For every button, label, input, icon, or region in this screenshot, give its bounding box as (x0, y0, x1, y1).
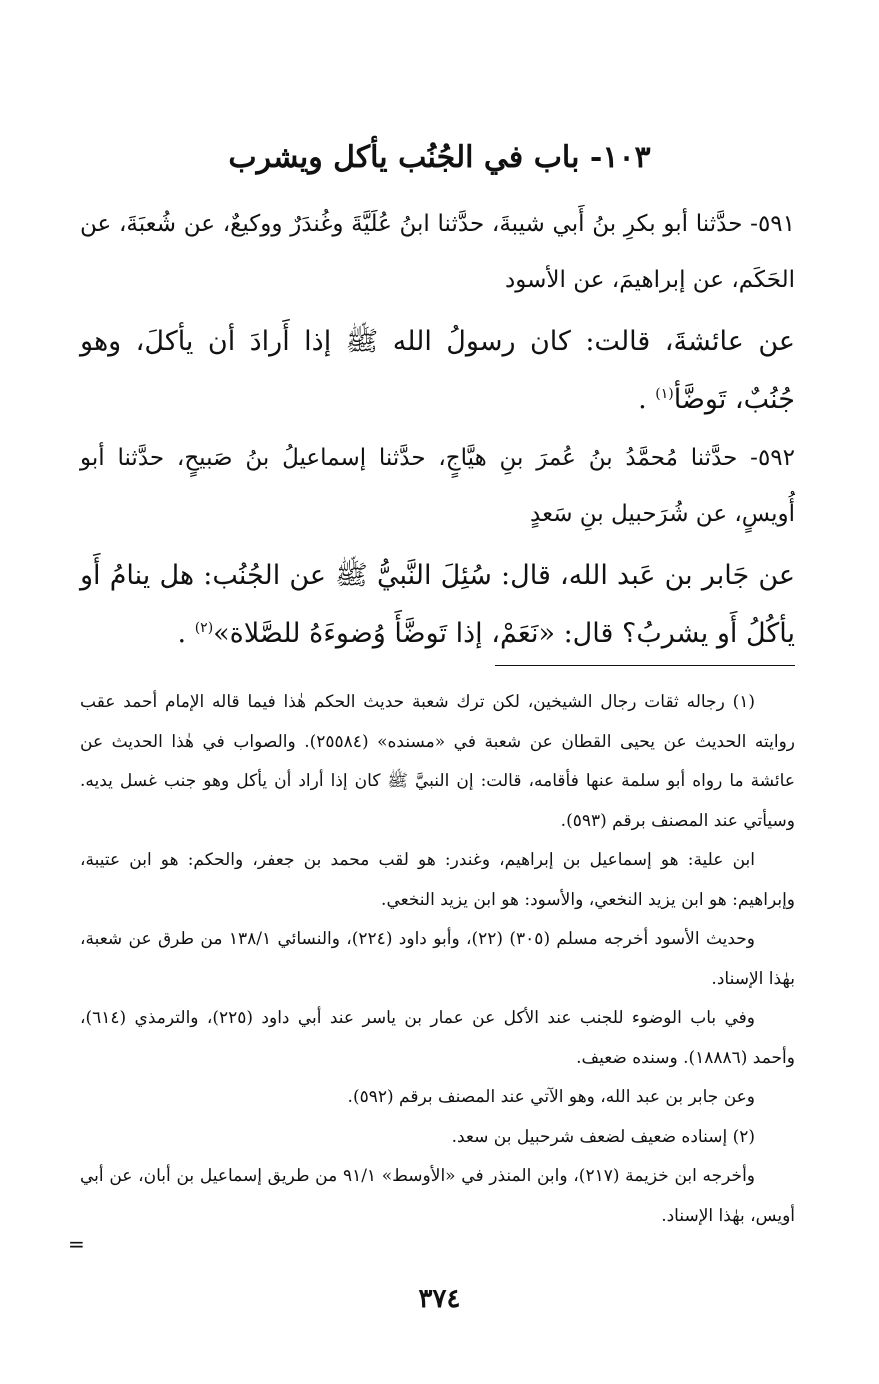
hadith-591-isnad: ٥٩١- حدَّثنا أبو بكرِ بنُ أَبي شيبةَ، حدَّثنا ابنُ عُلَيَّةَ وغُندَرٌ ووكيعٌ، عن شُعبَةَ، عن الحَكَم، عن إبراهيمَ، عن الأسود (80, 211, 795, 293)
hadith-592-matn-text: عن جَابر بن عَبد الله، قال: سُئِلَ النَّبيُّ ﷺ عن الجُنُب: هل ينامُ أَو يأكُلُ أَو يشربُ؟ قال: «نَعَمْ، إذا تَوضَّأَ وُضوءَهُ للصَّلاة» (80, 560, 795, 649)
footnotes-section (80, 683, 795, 1236)
footnote-2-text: (٢) إسناده ضعيف لضعف شرحبيل بن سعد. (451, 1126, 755, 1147)
footnote-1-bab: وفي باب الوضوء للجنب عند الأكل عن عمار بن ياسر عند أبي داود (٢٢٥)، والترمذي (٦١٤)، وأحمد (١٨٨٨٦). وسنده ضعيف. (80, 1008, 795, 1068)
footnote-1-narrators: ابن علية: هو إسماعيل بن إبراهيم، وغندر: هو لقب محمد بن جعفر، والحكم: هو ابن عتيبة، وإبراهيم: هو ابن يزيد النخعي، والأسود: هو ابن يزيد النخعي. (80, 850, 795, 910)
chapter-title: ١٠٣- باب في الجُنُب يأكل ويشرب (228, 140, 651, 175)
footnote-ref-1[interactable]: (١) (655, 386, 674, 402)
footnote-1-takhrij: وحديث الأسود أخرجه مسلم (٣٠٥) (٢٢)، وأبو داود (٢٢٤)، والنسائي ١٣٨/١ من طرق عن شعبة، بهٰذا الإسناد. (80, 929, 795, 989)
hadith-592-matn (80, 547, 795, 663)
continuation-mark: = (68, 1232, 85, 1256)
footnote-ref-2[interactable]: (٢) (194, 620, 214, 636)
hadith-591-end: . (638, 384, 656, 415)
footnote-1-text: (١) رجاله ثقات رجال الشيخين، لكن ترك شعبة حديث الحكم هٰذا فيما قاله الإمام أحمد عقب روايته الحديث عن يحيى القطان عن شعبة في «مسنده» (٢٥٥٨٤). والصواب في هٰذا الحديث عن عائشة ما رواه أبو سلمة عنها فأقامه، قالت: إن النبيَّ ﷺ كان إذا أراد أن يأكل وهو جنب غسل يديه. وسيأتي عند المصنف برقم (٥٩٣). (80, 692, 795, 831)
hadith-591-matn (80, 313, 795, 429)
page-number: ٣٧٤ (418, 1284, 461, 1314)
hadith-592-isnad: ٥٩٢- حدَّثنا مُحمَّدُ بنُ عُمرَ بنِ هيَّاجٍ، حدَّثنا إسماعيلُ بنُ صَبيحٍ، حدَّثنا أبو أُويسٍ، عن شُرَحبيل بنِ سَعدٍ (80, 445, 795, 527)
footnote-divider (495, 665, 795, 666)
hadith-592-end: . (177, 618, 195, 649)
footnote-2-takhrij: وأخرجه ابن خزيمة (٢١٧)، وابن المنذر في «الأوسط» ٩١/١ من طريق إسماعيل بن أبان، عن أبي أويس، بهٰذا الإسناد. (80, 1166, 795, 1226)
footnote-1-jabir: وعن جابر بن عبد الله، وهو الآتي عند المصنف برقم (٥٩٢). (347, 1087, 755, 1107)
hadith-591-matn-text: عن عائشةَ، قالت: كان رسولُ الله ﷺ إذا أَرادَ أن يأكلَ، وهو جُنُبٌ، تَوضَّأ (80, 326, 795, 415)
